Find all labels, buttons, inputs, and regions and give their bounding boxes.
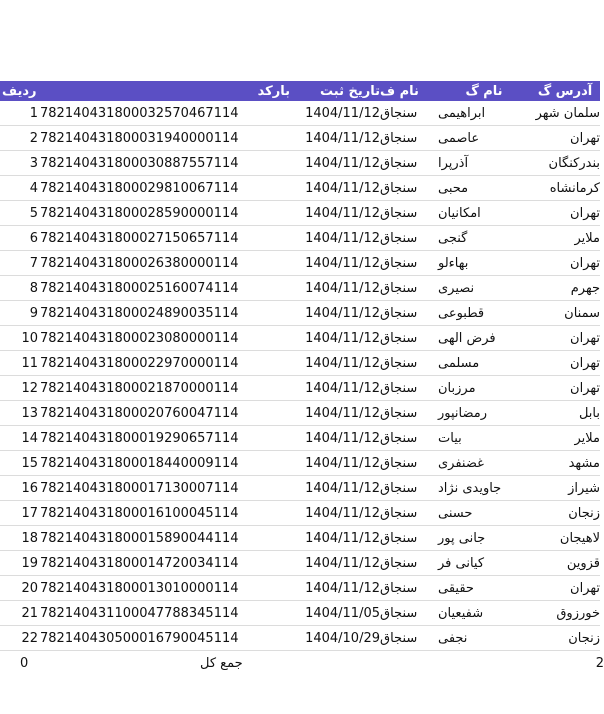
truncated-edge-text: 2 [595,655,604,671]
row-number: 11 [21,355,38,371]
barcode-cell: 782140431800031940000114 [40,130,239,146]
barcode-cell: 782140431800021870000114 [40,380,239,396]
barcode-cell: 782140431800018440009114 [40,455,239,471]
last-name-cell: سنجاق [380,305,418,321]
row-number: 16 [21,480,38,496]
first-name-cell: مسلمی [438,355,480,371]
table-row [0,351,600,376]
header-row-number: ردیف [2,83,37,99]
first-name-cell: عاصمی [438,130,480,146]
row-number: 19 [21,555,38,571]
last-name-cell: سنجاق [380,605,418,621]
table-row [0,201,600,226]
table-row [0,626,600,651]
last-name-cell: سنجاق [380,505,418,521]
header-last-name: نام ف [380,83,419,99]
address-cell: شیراز [568,480,600,496]
table-row [0,576,600,601]
reg-date-cell: 1404/11/12 [305,405,380,421]
address-cell: خورزوق [556,605,600,621]
header-barcode: بارکد [257,83,290,99]
address-cell: تهران [570,205,600,221]
barcode-cell: 782140431800024890035114 [40,305,239,321]
table-row [0,376,600,401]
reg-date-cell: 1404/11/12 [305,230,380,246]
row-number: 13 [21,405,38,421]
row-number: 4 [29,180,38,196]
row-number: 22 [21,630,38,646]
last-name-cell: سنجاق [380,380,418,396]
first-name-cell: نجفی [438,630,468,646]
first-name-cell: محبی [438,180,469,196]
barcode-cell: 782140431800015890044114 [40,530,239,546]
table-row [0,301,600,326]
first-name-cell: ابراهیمی [438,105,486,121]
last-name-cell: سنجاق [380,455,418,471]
reg-date-cell: 1404/11/12 [305,180,380,196]
reg-date-cell: 1404/11/12 [305,555,380,571]
address-cell: تهران [570,330,600,346]
table-row [0,101,600,126]
last-name-cell: سنجاق [380,155,418,171]
first-name-cell: بهاءلو [438,255,469,271]
last-name-cell: سنجاق [380,105,418,121]
reg-date-cell: 1404/11/12 [305,380,380,396]
row-number: 6 [29,230,38,246]
address-cell: مشهد [568,455,600,471]
first-name-cell: جاویدی نژاد [438,480,502,496]
table-row [0,126,600,151]
last-name-cell: سنجاق [380,205,418,221]
table-row [0,501,600,526]
reg-date-cell: 1404/11/12 [305,430,380,446]
address-cell: تهران [570,130,600,146]
table-row [0,401,600,426]
reg-date-cell: 1404/11/12 [305,355,380,371]
row-number: 17 [21,505,38,521]
last-name-cell: سنجاق [380,580,418,596]
first-name-cell: نصیری [438,280,475,296]
reg-date-cell: 1404/11/12 [305,330,380,346]
reg-date-cell: 1404/11/12 [305,455,380,471]
reg-date-cell: 1404/11/05 [305,605,380,621]
table-row [0,251,600,276]
barcode-cell: 782140431100047788345114 [40,605,239,621]
row-number: 9 [29,305,38,321]
first-name-cell: حقیقی [438,580,474,596]
reg-date-cell: 1404/11/12 [305,130,380,146]
row-number: 15 [21,455,38,471]
reg-date-cell: 1404/11/12 [305,580,380,596]
barcode-cell: 782140431800028590000114 [40,205,239,221]
reg-date-cell: 1404/11/12 [305,105,380,121]
row-number: 10 [21,330,38,346]
first-name-cell: امکانیان [438,205,481,221]
table-row [0,526,600,551]
total-label: جمع کل [200,655,243,671]
table-row [0,551,600,576]
first-name-cell: جانی پور [438,530,486,546]
first-name-cell: غضنفری [438,455,484,471]
reg-date-cell: 1404/11/12 [305,280,380,296]
barcode-cell: 782140431800016100045114 [40,505,239,521]
table-row [0,176,600,201]
barcode-cell: 782140431800017130007114 [40,480,239,496]
address-cell: سمنان [564,305,600,321]
row-number: 21 [21,605,38,621]
reg-date-cell: 1404/11/12 [305,480,380,496]
last-name-cell: سنجاق [380,405,418,421]
reg-date-cell: 1404/11/12 [305,305,380,321]
row-number: 18 [21,530,38,546]
row-number: 5 [29,205,38,221]
row-number: 2 [29,130,38,146]
last-name-cell: سنجاق [380,480,418,496]
last-name-cell: سنجاق [380,180,418,196]
barcode-cell: 782140431800020760047114 [40,405,239,421]
table-row [0,426,600,451]
first-name-cell: قطبوعی [438,305,485,321]
barcode-cell: 782140431800019290657114 [40,430,239,446]
last-name-cell: سنجاق [380,230,418,246]
header-reg-date: تاریخ ثبت [320,83,380,99]
table-row [0,451,600,476]
row-number: 20 [21,580,38,596]
address-cell: تهران [570,380,600,396]
total-value: 0 [20,655,29,671]
table-row [0,476,600,501]
address-cell: تهران [570,355,600,371]
last-name-cell: سنجاق [380,530,418,546]
barcode-cell: 782140431800030887557114 [40,155,239,171]
barcode-cell: 782140431800022970000114 [40,355,239,371]
row-number: 1 [29,105,38,121]
address-cell: تهران [570,580,600,596]
table-row [0,226,600,251]
address-cell: کرمانشاه [549,180,600,196]
barcode-cell: 782140431800014720034114 [40,555,239,571]
row-number: 8 [29,280,38,296]
last-name-cell: سنجاق [380,330,418,346]
header-first-name: نام گ [465,83,503,99]
address-cell: زنجان [568,505,600,521]
address-cell: لاهیجان [559,530,600,546]
barcode-cell: 782140431800013010000114 [40,580,239,596]
first-name-cell: بیات [438,430,462,446]
address-cell: بابل [578,405,600,421]
address-cell: بندرکنگان [548,155,600,171]
address-cell: ملایر [574,430,600,446]
last-name-cell: سنجاق [380,430,418,446]
first-name-cell: مرزبان [438,380,476,396]
address-cell: قزوین [566,555,600,571]
row-number: 14 [21,430,38,446]
address-cell: زنجان [568,630,600,646]
row-number: 3 [29,155,38,171]
first-name-cell: آذرپرا [438,155,469,171]
first-name-cell: حسنی [438,505,473,521]
address-cell: ملایر [574,230,600,246]
barcode-cell: 782140431800023080000114 [40,330,239,346]
table-body [0,101,600,651]
first-name-cell: شفیعیان [438,605,484,621]
header-address: آدرس گ [537,83,593,99]
header-row [0,81,600,101]
address-cell: سلمان شهر [535,105,600,121]
last-name-cell: سنجاق [380,130,418,146]
first-name-cell: گنجی [438,230,468,246]
reg-date-cell: 1404/11/12 [305,155,380,171]
first-name-cell: فرض الهی [438,330,496,346]
table-row [0,276,600,301]
barcode-cell: 782140431800025160074114 [40,280,239,296]
address-cell: جهرم [570,280,600,296]
first-name-cell: رمضانپور [438,405,488,421]
last-name-cell: سنجاق [380,280,418,296]
barcode-cell: 782140431800029810067114 [40,180,239,196]
last-name-cell: سنجاق [380,355,418,371]
reg-date-cell: 1404/11/12 [305,530,380,546]
last-name-cell: سنجاق [380,630,418,646]
barcode-cell: 782140431800027150657114 [40,230,239,246]
address-cell: تهران [570,255,600,271]
reg-date-cell: 1404/11/12 [305,505,380,521]
last-name-cell: سنجاق [380,255,418,271]
reg-date-cell: 1404/11/12 [305,205,380,221]
first-name-cell: کیانی فر [438,555,485,571]
table-row [0,601,600,626]
sheet-table [0,81,604,675]
barcode-cell: 782140430500016790045114 [40,630,239,646]
reg-date-cell: 1404/11/12 [305,255,380,271]
row-number: 12 [21,380,38,396]
total-row [0,651,604,675]
last-name-cell: سنجاق [380,555,418,571]
barcode-cell: 782140431800026380000114 [40,255,239,271]
row-number: 7 [29,255,38,271]
barcode-cell: 782140431800032570467114 [40,105,239,121]
table-row [0,326,600,351]
table-row [0,151,600,176]
reg-date-cell: 1404/10/29 [305,630,380,646]
